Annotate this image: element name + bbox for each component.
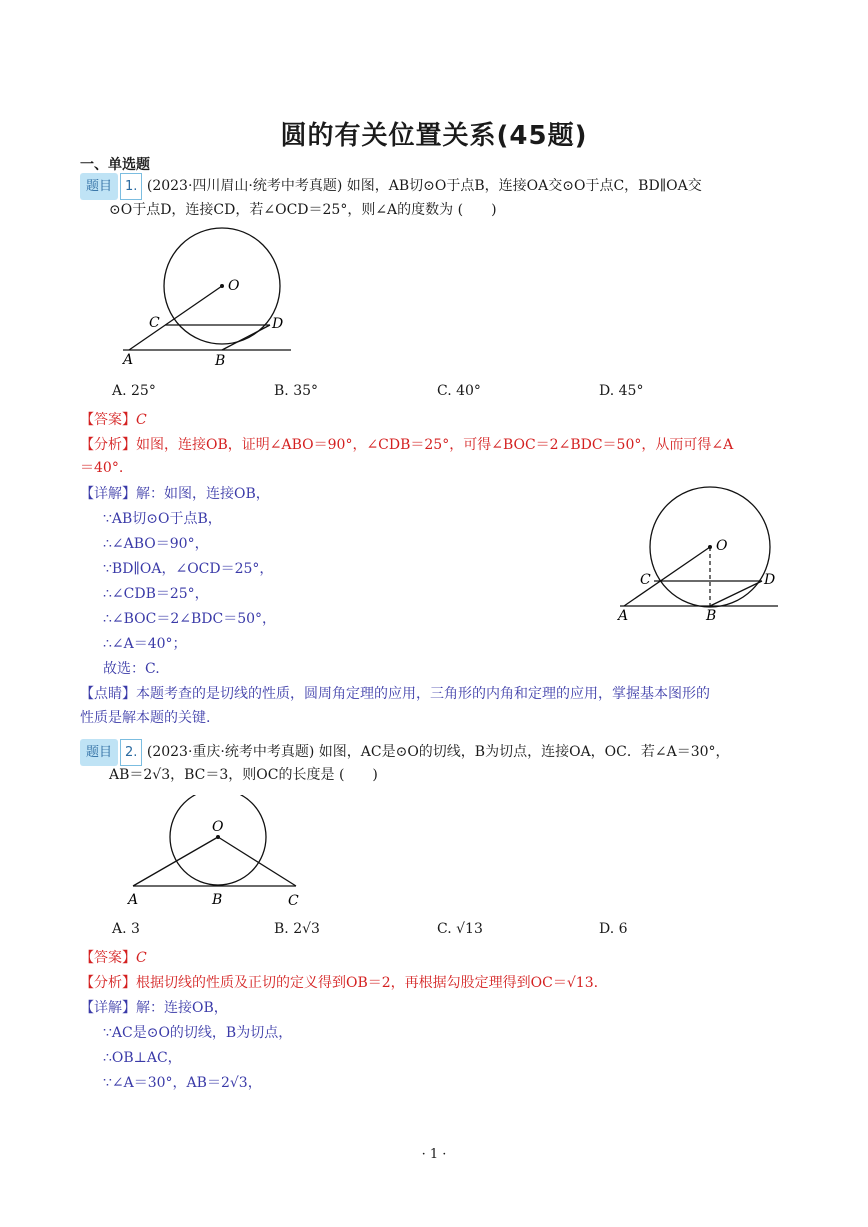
q1-text-line1: (2023·四川眉山·统考中考真题) 如图，AB切⊙O于点B，连接OA交⊙O于点C，BD∥OA交 [146,178,702,194]
q2-answer-value: C [136,950,147,966]
q1-line1 [80,173,702,200]
q2-number: 2. [120,739,142,766]
q1-detail-line-5: ∴∠BOC＝2∠BDC＝50°， [103,611,277,627]
q2-analysis-label: 【分析】 [80,975,136,991]
q2-option-b: B. 2√3 [274,921,320,937]
q2-option-c: C. √13 [437,921,483,937]
page-title: 圆的有关位置关系(45题) [280,121,588,151]
q1-comment-line1: 本题考查的是切线的性质，圆周角定理的应用，三角形的内角和定理的应用，掌握基本图形的 [136,686,710,702]
q1-comment-line2: 性质是解本题的关键. [80,710,211,726]
q1-analysis-label: 【分析】 [80,437,136,453]
q1s-label-a: A [618,608,629,624]
q1-label-b: B [215,353,226,369]
q1-line-bd [222,325,270,350]
q1-analysis [80,433,733,458]
q1-center-point [220,284,224,288]
q1s-center-point [708,545,712,549]
q2-figure [120,795,320,913]
q1-answer [80,408,147,433]
q1-number: 1. [120,173,142,200]
q1-tag: 题目 [80,173,118,200]
q1s-label-c: C [640,572,651,588]
q1-solution-figure [612,485,792,630]
q1-label-o: O [228,278,240,294]
q1-analysis-line1: 如图，连接OB，证明∠ABO＝90°，∠CDB＝25°，可得∠BOC＝2∠BDC＝50°，从而可得∠A [136,437,734,453]
q1-option-d: D. 45° [599,383,644,399]
q1-detail-line-2: ∴∠ABO＝90°， [103,536,209,552]
q1-detail-line-7: 故选：C. [103,661,160,677]
q1s-label-b: B [706,608,717,624]
q1-detail-first [80,482,270,507]
q2-tag: 题目 [80,739,118,766]
q2-analysis-line1: 根据切线的性质及正切的定义得到OB＝2，再根据勾股定理得到OC＝√13. [136,975,599,991]
q1s-line-bd [710,581,762,606]
q1-option-c: C. 40° [437,383,481,399]
q1-detail-line-4: ∴∠CDB＝25°， [103,586,209,602]
q1s-label-d: D [764,572,776,588]
q1-answer-label: 【答案】 [80,412,136,428]
q1-detail-line-0: 解：如图，连接OB， [136,486,270,502]
q2-option-d: D. 6 [599,921,628,937]
q1-comment [80,682,710,707]
q1s-label-o: O [716,538,728,554]
q1-answer-value: C [136,412,147,428]
q1-analysis-line2: ＝40°. [80,460,124,476]
q1-detail-line-6: ∴∠A＝40°； [103,636,187,652]
q2-text-line1: (2023·重庆·统考中考真题) 如图，AC是⊙O的切线，B为切点，连接OA，OC．若∠A＝30°， [146,744,730,760]
q2-label-c: C [288,893,299,909]
q2-detail-first [80,996,228,1021]
q2-label-a: A [128,892,139,908]
q2-label-o: O [212,819,224,835]
section-heading: 一、单选题 [80,157,150,173]
q1-detail-line-3: ∵BD∥OA，∠OCD＝25°， [103,561,274,577]
q2-line-oa [133,837,218,886]
q2-answer-label: 【答案】 [80,950,136,966]
q2-analysis [80,971,598,996]
q1-detail-label: 【详解】 [80,486,136,502]
q2-detail-line-3: ∵∠A＝30°，AB＝2√3， [103,1075,262,1091]
q1-label-c: C [149,315,160,331]
q2-center-point [216,835,220,839]
q2-detail-line-2: ∴OB⊥AC， [103,1050,182,1066]
q2-circle [170,795,266,885]
q2-line1 [80,739,730,766]
q2-option-a: A. 3 [112,921,140,937]
q2-detail-label: 【详解】 [80,1000,136,1016]
q2-detail-line-0: 解：连接OB， [136,1000,228,1016]
q1-option-b: B. 35° [274,383,319,399]
q1-option-a: A. 25° [112,383,156,399]
q2-answer [80,946,147,971]
q2-text-line2: AB＝2√3，BC＝3，则OC的长度是 ( ) [109,767,378,783]
q2-detail-line-1: ∵AC是⊙O的切线，B为切点， [103,1025,293,1041]
q1-label-d: D [272,316,284,332]
q1-label-a: A [123,352,134,368]
q2-label-b: B [212,892,223,908]
q1s-line-oa [624,547,710,606]
q1-comment-label: 【点睛】 [80,686,136,702]
q1-text-line2: ⊙O于点D，连接CD，若∠OCD＝25°，则∠A的度数为 ( ) [109,202,497,218]
q1-line-oa [129,286,222,350]
q2-line-oc [218,837,296,886]
q1-figure [115,222,305,372]
q1-detail-line-1: ∵AB切⊙O于点B， [103,511,222,527]
page-number: · 1 · [421,1147,447,1162]
